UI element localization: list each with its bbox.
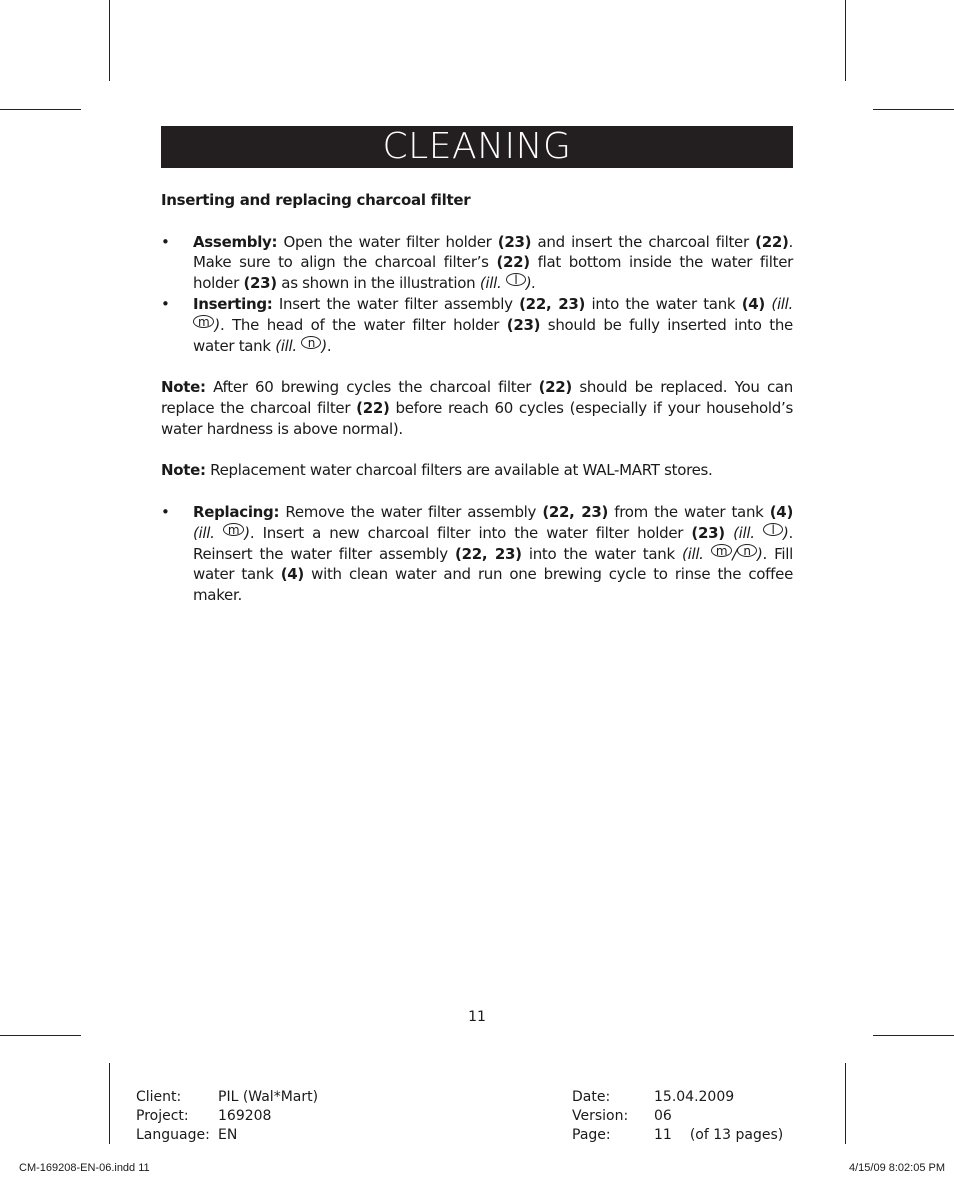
crop-mark [109, 1063, 110, 1144]
bullet-assembly: • Assembly: Open the water filter holder (23) and insert the charcoal filter (22). Make sure to align the charcoal filter’s (22) flat bottom inside the water filter holder (23) as shown in the illustration (ill. l ). [161, 232, 793, 293]
illustration-ref-icon: l [763, 523, 783, 536]
crop-mark [873, 109, 954, 110]
note-availability: Note: Replacement water charcoal filters are available at WAL-MART stores. [161, 461, 713, 480]
illustration-ref-icon: m [711, 544, 732, 557]
slug-timestamp: 4/15/09 8:02:05 PM [848, 1162, 945, 1174]
note-replacement-cycle: Note: After 60 brewing cycles the charcoal filter (22) should be replaced. You can replace the charcoal filter (22) before reach 60 cycles (especially if your household’s water hardness is above normal). [161, 378, 793, 438]
page-value: 11 [654, 1127, 672, 1143]
illustration-ref-icon: l [506, 273, 526, 286]
crop-mark [0, 1035, 81, 1036]
bullet-dot: • [161, 294, 170, 313]
bullet-dot: • [161, 232, 170, 251]
banner-title: CLEANING [382, 126, 572, 167]
illustration-ref-icon: n [737, 544, 757, 557]
page-total: (of 13 pages) [689, 1127, 784, 1143]
bullet-replacing: • Replacing: Remove the water filter assembly (22, 23) from the water tank (4) (ill. m ). Insert a new charcoal filter into the water filter holder (23) (ill. l ). Reinsert the water filter assembly (22, 23) into the water tank (ill. m / n ). Fill water tank (4) with clean water and run one brewing cycle to rinse the coffee maker. [161, 502, 793, 605]
project-label: Project: [136, 1108, 189, 1124]
version-value: 06 [654, 1108, 672, 1124]
date-value: 15.04.2009 [654, 1089, 735, 1105]
client-label: Client: [136, 1089, 182, 1105]
client-value: PIL (Wal*Mart) [218, 1089, 319, 1105]
language-value: EN [218, 1127, 238, 1143]
crop-mark [845, 1063, 846, 1144]
main-content [161, 190, 793, 606]
version-label: Version: [572, 1108, 629, 1124]
crop-mark [0, 109, 81, 110]
illustration-ref-icon: n [301, 336, 321, 349]
subheading: Inserting and replacing charcoal filter [161, 191, 471, 209]
project-value: 169208 [218, 1108, 272, 1124]
crop-mark [845, 0, 846, 81]
illustration-ref-icon: m [193, 315, 214, 328]
crop-mark [873, 1035, 954, 1036]
illustration-ref-icon: m [223, 523, 244, 536]
crop-mark [109, 0, 110, 81]
language-label: Language: [136, 1127, 210, 1143]
page-number: 11 [468, 1009, 486, 1025]
slug-file: CM-169208-EN-06.indd 11 [19, 1162, 150, 1174]
section-banner [161, 126, 793, 168]
meta-left [136, 1088, 318, 1145]
meta-right [572, 1088, 783, 1145]
date-label: Date: [572, 1089, 611, 1105]
page-label: Page: [572, 1127, 611, 1143]
bullet-dot: • [161, 502, 170, 521]
bullet-inserting: • Inserting: Insert the water filter assembly (22, 23) into the water tank (4) (ill. m ). The head of the water filter holder (23) should be fully inserted into the water tank (ill. n ). [161, 294, 794, 355]
